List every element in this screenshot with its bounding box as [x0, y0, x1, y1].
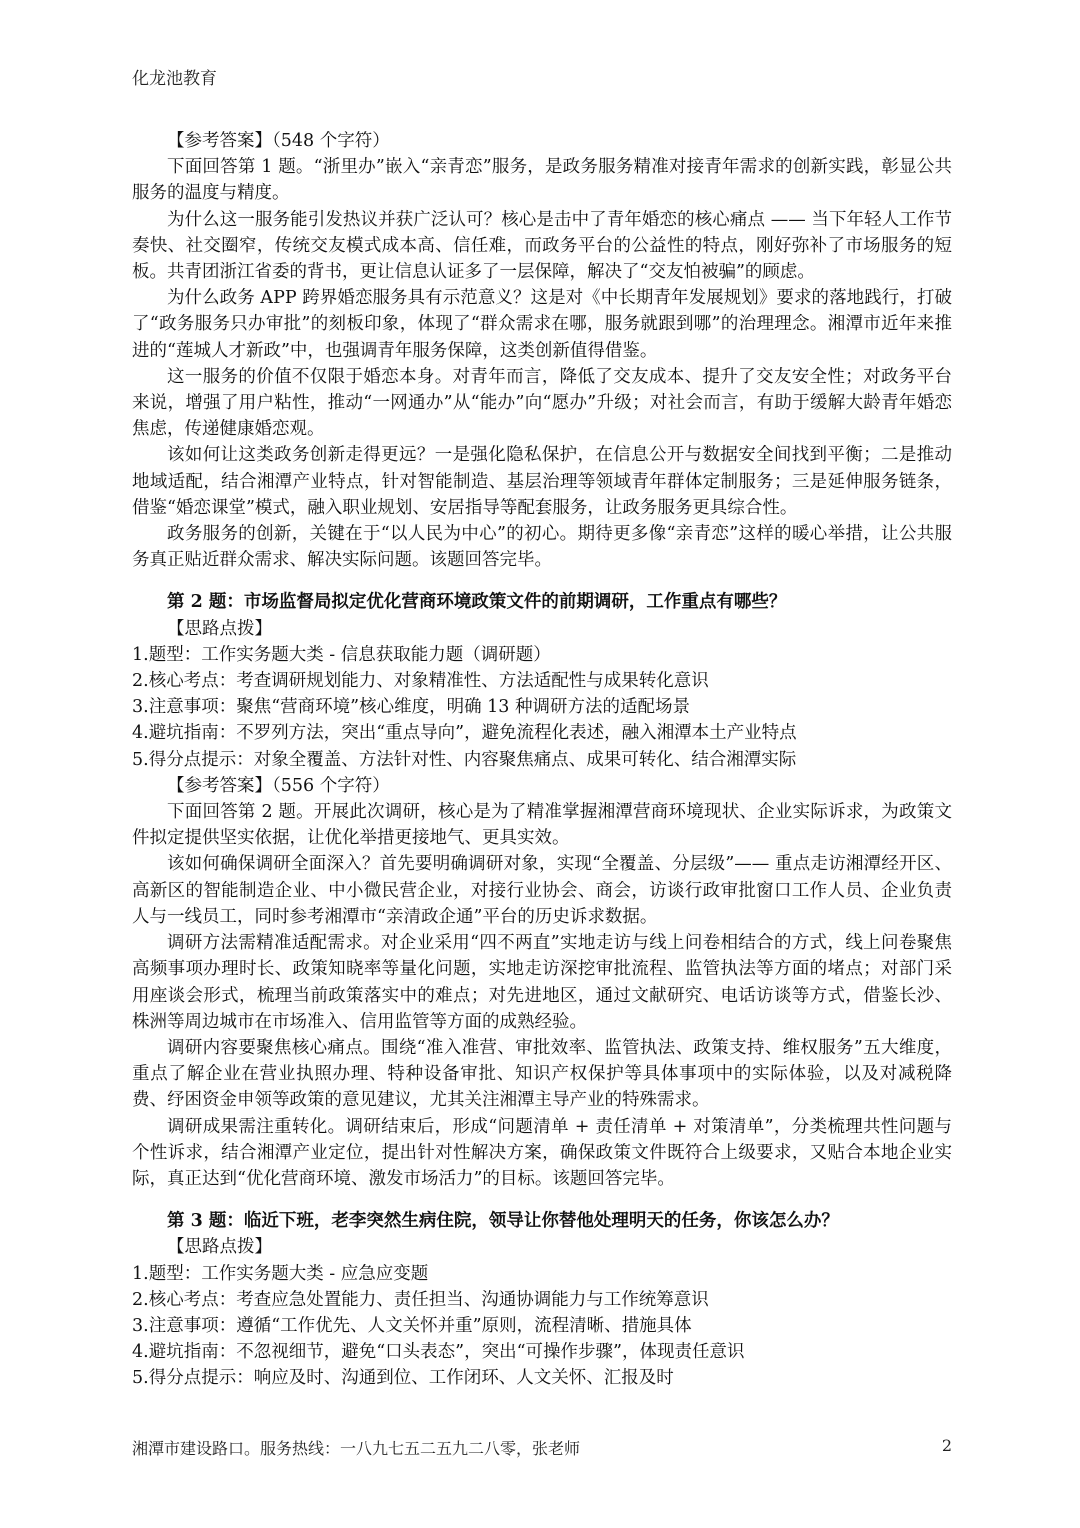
document-body — [132, 128, 952, 1392]
q3-hint-item: 4.避坑指南：不忽视细节，避免“口头表态”，突出“可操作步骤”，体现责任意识 — [132, 1342, 745, 1363]
q1-answer-paragraph: 为什么政务 APP 跨界婚恋服务具有示范意义？这是对《中长期青年发展规划》要求的落地践行，打破了“政务服务只办审批”的刻板印象，体现了“群众需求在哪，服务就跟到哪”的治理理念。湘潭市近年来推进的“莲城人才新政”中，也强调青年服务保障，这类创新值得借鉴。 — [132, 288, 952, 361]
q2-answer-paragraph: 调研方法需精准适配需求。对企业采用“四不两直”实地走访与线上问卷相结合的方式，线上问卷聚焦高频事项办理时长、政策知晓率等量化问题，实地走访深挖审批流程、监管执法等方面的堵点；对部门采用座谈会形式，梳理当前政策落实中的难点；对先进地区，通过文献研究、电话访谈等方式，借鉴长沙、株洲等周边城市在市场准入、信用监管等方面的成熟经验。 — [132, 933, 952, 1032]
q2-hint-item: 5.得分点提示：对象全覆盖、方法针对性、内容聚焦痛点、成果可转化、结合湘潭实际 — [132, 749, 797, 770]
footer-contact: 湘潭市建设路口。服务热线：一八九七五二五九二八零，张老师 — [132, 1439, 581, 1458]
page-footer — [132, 1436, 952, 1459]
q2-answer-paragraph: 该如何确保调研全面深入？首先要明确调研对象，实现“全覆盖、分层级”—— 重点走访湘潭经开区、高新区的智能制造企业、中小微民营企业，对接行业协会、商会，访谈行政审批窗口工作人员、企业负责人与一线员工，同时参考湘潭市“亲清政企通”平台的历史诉求数据。 — [132, 854, 952, 927]
q1-answer-paragraph: 政务服务的创新，关键在于“以人民为中心”的初心。期待更多像“亲青恋”这样的暖心举措，让公共服务真正贴近群众需求、解决实际问题。该题回答完毕。 — [132, 524, 952, 571]
q3-title: 第 3 题：临近下班，老李突然生病住院，领导让你替他处理明天的任务，你该怎么办？ — [167, 1211, 839, 1232]
q2-hint-item: 3.注意事项：聚焦“营商环境”核心维度，明确 13 种调研方法的适配场景 — [132, 697, 690, 718]
q3-hint-label: 【思路点拨】 — [167, 1237, 272, 1258]
q2-answer-paragraph: 调研成果需注重转化。调研结束后，形成“问题清单 + 责任清单 + 对策清单”，分类梳理共性问题与个性诉求，结合湘潭产业定位，提出针对性解决方案，确保政策文件既符合上级要求，又贴合本地企业实际，真正达到“优化营商环境、激发市场活力”的目标。该题回答完毕。 — [132, 1116, 952, 1189]
q2-title: 第 2 题：市场监督局拟定优化营商环境政策文件的前期调研，工作重点有哪些？ — [167, 592, 787, 613]
q1-answer-paragraph: 这一服务的价值不仅限于婚恋本身。对青年而言，降低了交友成本、提升了交友安全性；对政务平台来说，增强了用户粘性，推动“一网通办”从“能办”向“愿办”升级；对社会而言，有助于缓解大龄青年婚恋焦虑，传递健康婚恋观。 — [132, 366, 952, 440]
q2-hint-item: 2.核心考点：考查调研规划能力、对象精准性、方法适配性与成果转化意识 — [132, 671, 709, 692]
q2-hint-item: 4.避坑指南：不罗列方法，突出“重点导向”，避免流程化表述，融入湘潭本土产业特点 — [132, 723, 797, 744]
q3-hint-item: 2.核心考点：考查应急处置能力、责任担当、沟通协调能力与工作统筹意识 — [132, 1289, 709, 1310]
q1-answer-paragraph: 下面回答第 1 题。“浙里办”嵌入“亲青恋”服务，是政务服务精准对接青年需求的创新实践，彰显公共服务的温度与精度。 — [132, 157, 952, 204]
q3-hint-item: 1.题型：工作实务题大类 - 应急应变题 — [132, 1263, 429, 1284]
page-number: 2 — [941, 1436, 952, 1455]
q1-answer-paragraph: 为什么这一服务能引发热议并获广泛认可？核心是击中了青年婚恋的核心痛点 —— 当下年轻人工作节奏快、社交圈窄，传统交友模式成本高、信任难，而政务平台的公益性的特点，刚好弥补了市场服务的短板。共青团浙江省委的背书，更让信息认证多了一层保障，解决了“交友怕被骗”的顾虑。 — [132, 209, 952, 283]
q3-hint-item: 5.得分点提示：响应及时、沟通到位、工作闭环、人文关怀、汇报及时 — [132, 1368, 674, 1389]
q1-answer-paragraph: 该如何让这类政务创新走得更远？一是强化隐私保护，在信息公开与数据安全间找到平衡；二是推动地域适配，结合湘潭产业特点，针对智能制造、基层治理等领域青年群体定制服务；三是延伸服务链条，借鉴“婚恋课堂”模式，融入职业规划、安居指导等配套服务，让政务服务更具综合性。 — [132, 445, 952, 518]
q2-answer-paragraph: 下面回答第 2 题。开展此次调研，核心是为了精准掌握湘潭营商环境现状、企业实际诉求，为政策文件拟定提供坚实依据，让优化举措更接地气、更具实效。 — [132, 802, 952, 849]
q2-answer-label: 【参考答案】（556 个字符） — [167, 775, 390, 796]
page-header: 化龙池教育 — [132, 69, 217, 89]
q3-hint-item: 3.注意事项：遵循“工作优先、人文关怀并重”原则，流程清晰、措施具体 — [132, 1315, 692, 1336]
q2-hint-label: 【思路点拨】 — [167, 618, 272, 639]
q2-hint-item: 1.题型：工作实务题大类 - 信息获取能力题（调研题） — [132, 644, 551, 665]
q2-answer-paragraph: 调研内容要聚焦核心痛点。围绕“准入准营、审批效率、监管执法、政策支持、维权服务”五大维度，重点了解企业在营业执照办理、特种设备审批、知识产权保护等具体事项中的实际体验，以及对减税降费、纾困资金申领等政策的意见建议，尤其关注湘潭主导产业的特殊需求。 — [132, 1037, 952, 1111]
q1-answer-label: 【参考答案】（548 个字符） — [167, 131, 390, 151]
